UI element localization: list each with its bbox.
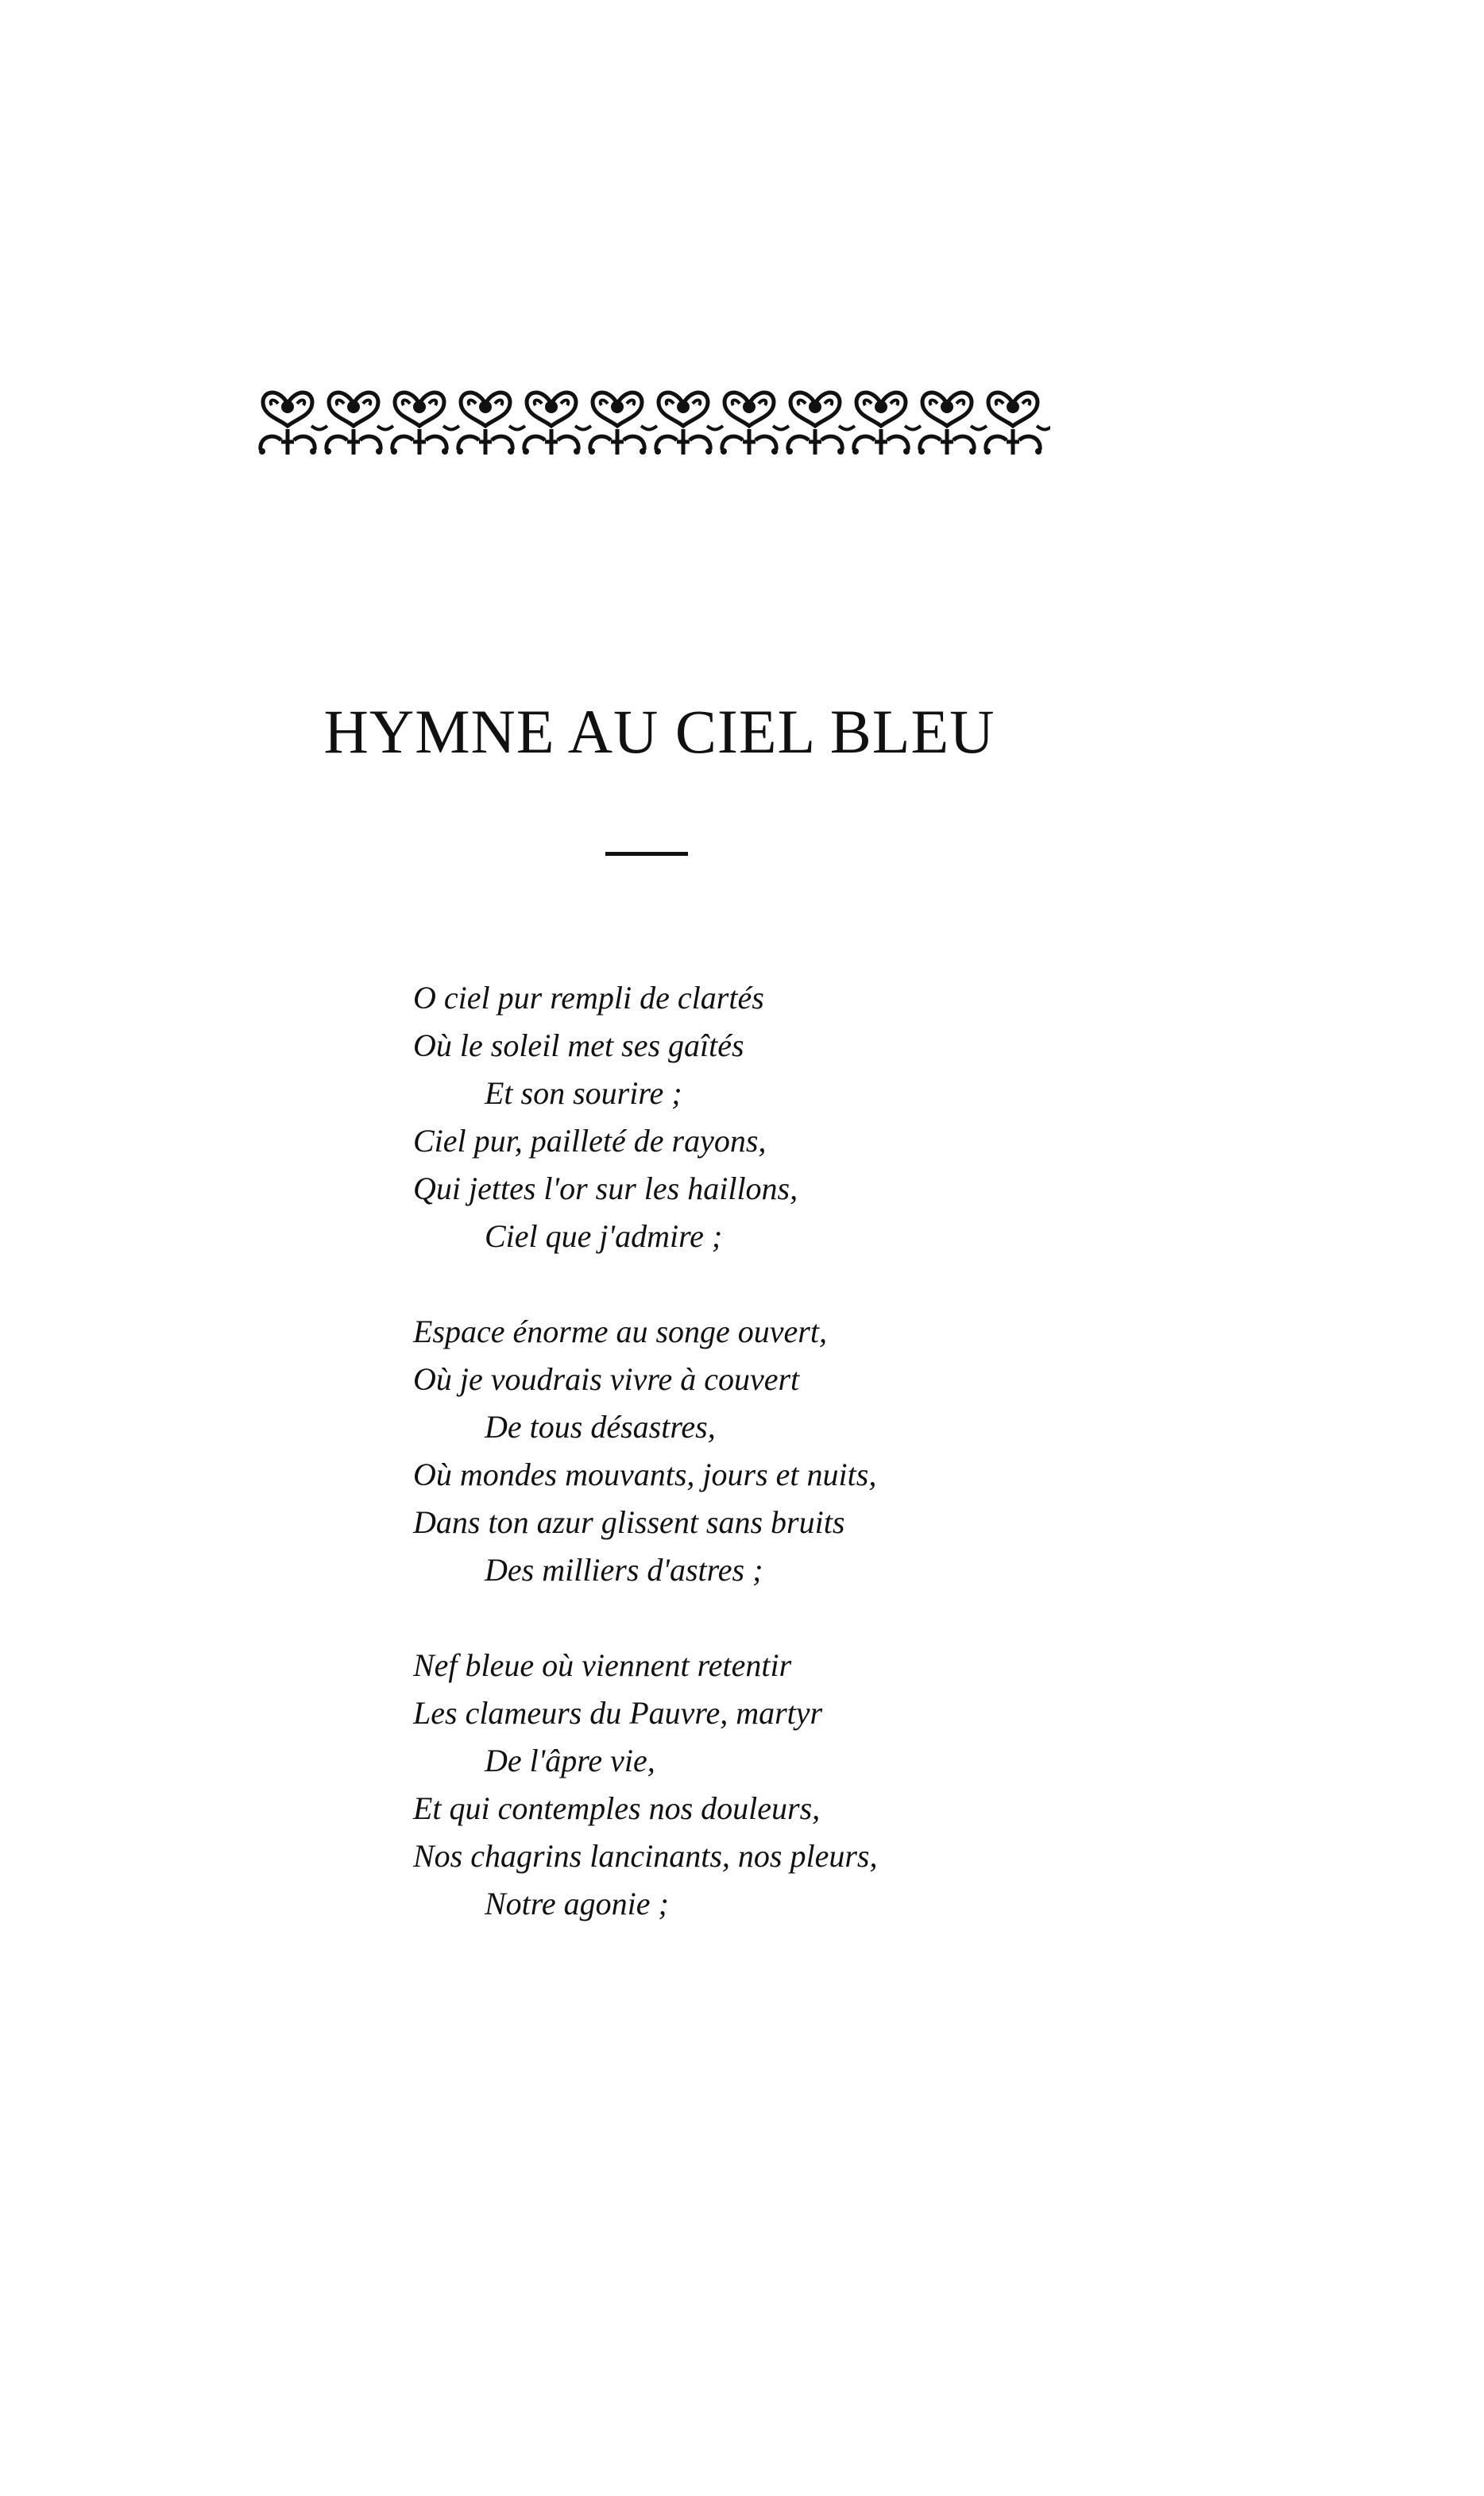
title-rule [605, 852, 688, 856]
poem-line: Notre agonie ; [485, 1886, 669, 1921]
poem-line: Où mondes mouvants, jours et nuits, [413, 1457, 877, 1492]
poem-line: Et qui contemples nos douleurs, [413, 1790, 821, 1826]
page-title: HYMNE AU CIEL BLEU [323, 697, 995, 766]
stanza-1 [413, 974, 1017, 1260]
poem-body [413, 974, 1017, 1976]
poem-line: Et son sourire ; [485, 1075, 682, 1111]
stanza-2 [413, 1308, 1017, 1594]
stanza-3 [413, 1642, 1017, 1928]
poem-line: Qui jettes l'or sur les haillons, [413, 1171, 798, 1206]
poem-line: De tous désastres, [485, 1409, 716, 1445]
poem-line: Espace énorme au songe ouvert, [413, 1314, 827, 1349]
poem-line: Dans ton azur glissent sans bruits [413, 1504, 845, 1540]
poem-line: De l'âpre vie, [485, 1743, 655, 1778]
fleuron-border-icon [254, 380, 1050, 459]
poem-line: Où le soleil met ses gaîtés [413, 1027, 744, 1063]
poem-line: Les clameurs du Pauvre, martyr [413, 1695, 823, 1731]
poem-line: Des milliers d'astres ; [485, 1552, 763, 1588]
poem-line: Ciel que j'admire ; [485, 1218, 723, 1254]
poem-line: Nef bleue où viennent retentir [413, 1647, 792, 1683]
poem-line: O ciel pur rempli de clartés [413, 980, 764, 1016]
poem-line: Où je voudrais vivre à couvert [413, 1361, 800, 1397]
poem-line: Ciel pur, pailleté de rayons, [413, 1123, 767, 1159]
poem-line: Nos chagrins lancinants, nos pleurs, [413, 1838, 878, 1874]
